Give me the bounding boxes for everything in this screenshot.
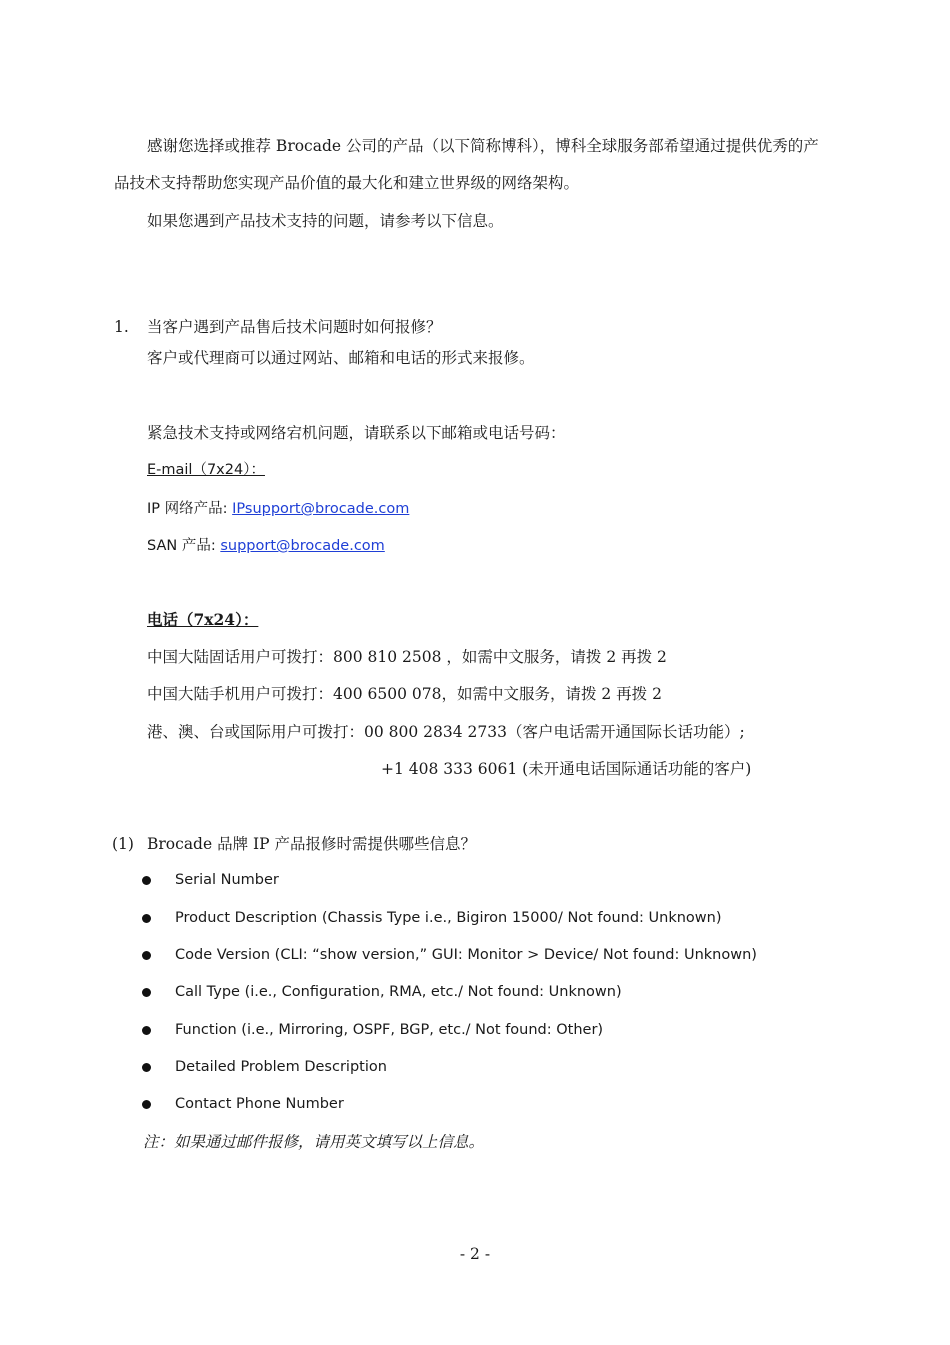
list-item-text: Call Type (i.e., Configuration, RMA, etc./ Not found: Unknown) <box>175 984 622 1000</box>
note-text: 注：如果通过邮件报修，请用英文填写以上信息。 <box>143 1133 485 1151</box>
urgent-support-text: 紧急技术支持或网络宕机问题，请联系以下邮箱或电话号码： <box>147 424 566 442</box>
subsection-number: (1) <box>112 835 134 853</box>
email-san-label: SAN 产品: <box>147 538 221 554</box>
email-san-link[interactable]: support@brocade.com <box>220 538 385 554</box>
intro-paragraph-line-3: 如果您遇到产品技术支持的问题，请参考以下信息。 <box>147 212 504 230</box>
list-item-text: Detailed Problem Description <box>175 1059 387 1075</box>
page-number: - 2 - <box>459 1245 491 1263</box>
email-ip-link[interactable]: IPsupport@brocade.com <box>232 501 410 517</box>
subsection-title: Brocade 品牌 IP 产品报修时需提供哪些信息？ <box>147 835 476 853</box>
phone-line-1: 中国大陆固话用户可拨打：800 810 2508 ，如需中文服务，请拨 2 再拨 2 <box>147 648 667 666</box>
email-ip-row <box>147 498 409 519</box>
list-item-text: Function (i.e., Mirroring, OSPF, BGP, etc./ Not found: Other) <box>175 1022 604 1038</box>
intro-paragraph-line-1: 感谢您选择或推荐 Brocade 公司的产品（以下简称博科），博科全球服务部希望通过提供优秀的产 <box>147 137 819 155</box>
bullet-icon <box>142 1100 151 1109</box>
section-1-question: 当客户遇到产品售后技术问题时如何报修？ <box>147 318 442 336</box>
intro-paragraph-line-2: 品技术支持帮助您实现产品价值的最大化和建立世界级的网络架构。 <box>114 174 580 192</box>
list-item-text: Serial Number <box>175 872 279 888</box>
list-item-text: Product Description (Chassis Type i.e., Bigiron 15000/ Not found: Unknown) <box>175 910 722 926</box>
bullet-icon <box>142 914 151 923</box>
section-1-answer: 客户或代理商可以通过网站、邮箱和电话的形式来报修。 <box>147 349 535 367</box>
list-item-text: Code Version (CLI: “show version,” GUI: Monitor > Device/ Not found: Unknown) <box>175 947 757 963</box>
phone-line-2: 中国大陆手机用户可拨打：400 6500 078，如需中文服务，请拨 2 再拨 2 <box>147 685 662 703</box>
email-heading: E-mail（7x24）： <box>147 462 265 478</box>
list-item-text: Contact Phone Number <box>175 1096 344 1112</box>
bullet-icon <box>142 1063 151 1072</box>
email-ip-label: IP 网络产品: <box>147 501 233 517</box>
email-san-row <box>147 535 385 556</box>
section-1-number: 1. <box>114 318 129 336</box>
phone-heading: 电话（7x24）： <box>147 610 259 629</box>
bullet-icon <box>142 1026 151 1035</box>
phone-line-4: +1 408 333 6061 (未开通电话国际通话功能的客户) <box>381 760 752 778</box>
bullet-icon <box>142 988 151 997</box>
phone-line-3: 港、澳、台或国际用户可拨打：00 800 2834 2733（客户电话需开通国际长话功能）; <box>147 723 745 741</box>
bullet-icon <box>142 876 151 885</box>
bullet-icon <box>142 951 151 960</box>
